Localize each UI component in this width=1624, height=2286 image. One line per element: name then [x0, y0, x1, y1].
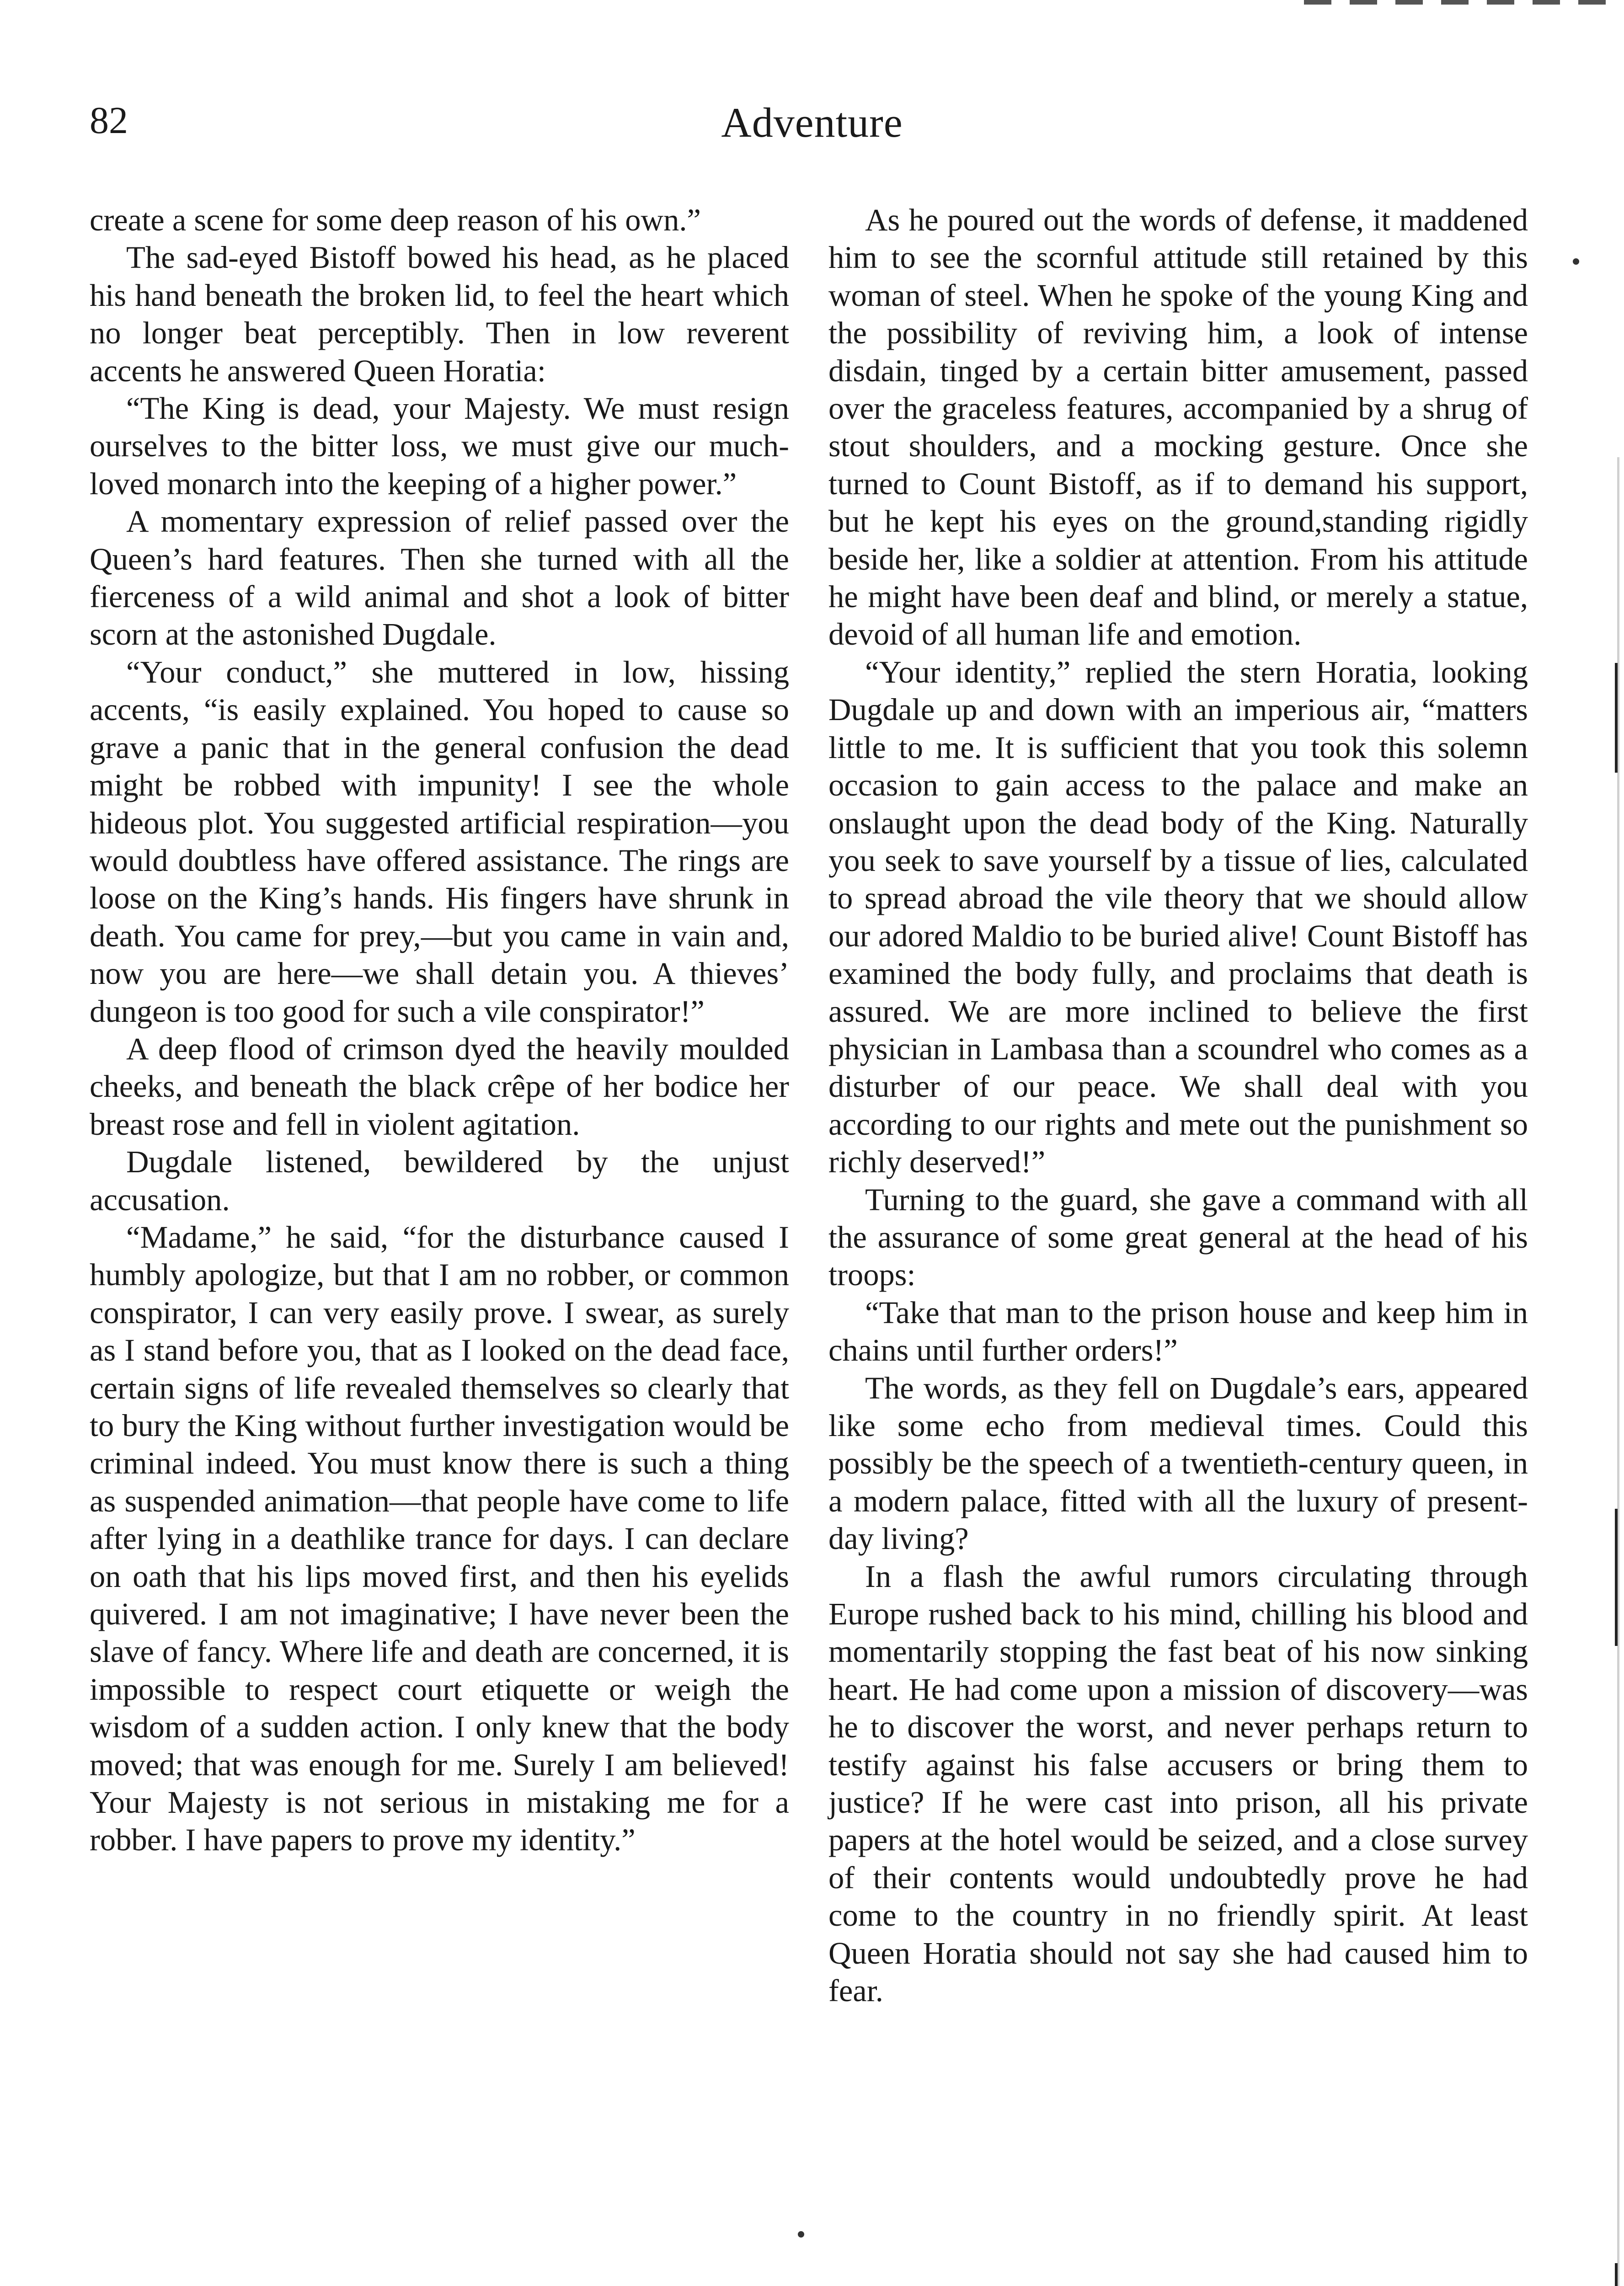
paragraph: The words, as they fell on Dugdale’s ears, appeared like some echo from medieval times. Could this possibly be the speech of a twentieth-century queen, in a modern palace, fitted with all the luxury of present-day living?: [828, 1370, 1528, 1556]
scan-edge-marks: [1304, 0, 1624, 5]
paragraph: A deep flood of crimson dyed the heavily moulded cheeks, and beneath the black crêpe of her bodice her breast rose and fell in violent agitation.: [90, 1031, 789, 1142]
page-edge-mark: [1615, 2263, 1618, 2286]
paragraph: create a scene for some deep reason of his own.”: [90, 203, 701, 237]
right-column: [828, 201, 1528, 2010]
paragraph: “Take that man to the prison house and keep him in chains until further orders!”: [828, 1295, 1528, 1368]
paragraph: In a flash the awful rumors circulating through Europe rushed back to his mind, chilling his blood and momentarily stopping the fast beat of his now sinking heart. He had come upon a mission of discovery—was he to discover the worst, and never perhaps return to testify against his false accusers or bring them to justice? If he were cast into prison, all his private papers at the hotel would be seized, and a close survey of their contents would undoubtedly prove he had come to the country in no friendly spirit. At least Queen Horatia should not say she had caused him to fear.: [828, 1559, 1528, 2008]
margin-dot: [1573, 258, 1579, 265]
left-column: [90, 201, 789, 1859]
page-number: 82: [90, 99, 128, 142]
paragraph: Dugdale listened, bewildered by the unjust accusation.: [90, 1144, 789, 1217]
paragraph: A momentary expression of relief passed over the Queen’s hard features. Then she turned with all the fierceness of a wild animal and shot a look of bitter scorn at the astonished Dugdale.: [90, 504, 789, 652]
paragraph: “Your identity,” replied the stern Horatia, looking Dugdale up and down with an imperious air, “matters little to me. It is sufficient that you took this solemn occasion to gain access to the palace and make an onslaught upon the dead body of the King. Naturally you seek to save yourself by a tissue of lies, calculated to spread abroad the vile theory that we should allow our adored Maldio to be buried alive! Count Bistoff has examined the body fully, and proclaims that death is assured. We are more inclined to believe the first physician in Lambasa than a scoundrel who comes as a disturber of our peace. We shall deal with you according to our rights and mete out the punishment so richly deserved!”: [828, 654, 1528, 1180]
paragraph: Turning to the guard, she gave a command with all the assurance of some great general at the head of his troops:: [828, 1182, 1528, 1293]
paragraph: “The King is dead, your Majesty. We must resign ourselves to the bitter loss, we must give our much-loved monarch into the keeping of a higher power.”: [90, 391, 789, 501]
running-title: Adventure: [721, 99, 903, 146]
paragraph: As he poured out the words of defense, it maddened him to see the scornful attitude still retained by this woman of steel. When he spoke of the young King and the possibility of reviving him, a look of intense disdain, tinged by a certain bitter amusement, passed over the graceless features, accompanied by a shrug of stout shoulders, and a mocking gesture. Once she turned to Count Bistoff, as if to demand his support, but he kept his eyes on the ground,standing rigidly beside her, like a soldier at attention. From his attitude he might have been deaf and blind, or merely a statue, devoid of all human life and emotion.: [828, 203, 1528, 652]
paragraph: “Madame,” he said, “for the disturbance caused I humbly apologize, but that I am no robber, or common conspirator, I can very easily prove. I swear, as surely as I stand before you, that as I looked on the dead face, certain signs of life revealed themselves so clearly that to bury the King without further investigation would be criminal indeed. You must know there is such a thing as suspended animation—that people have come to life after lying in a deathlike trance for days. I can declare on oath that his lips moved first, and then his eyelids quivered. I am not imaginative; I have never been the slave of fancy. Where life and death are concerned, it is impossible to respect court etiquette or weigh the wisdom of a sudden action. I only knew that the body moved; that was enough for me. Surely I am believed! Your Majesty is not serious in mistaking me for a robber. I have papers to prove my identity.”: [90, 1219, 789, 1858]
page-edge-mark: [1615, 1509, 1618, 1646]
paragraph: The sad-eyed Bistoff bowed his head, as he placed his hand beneath the broken lid, to feel the heart which no longer beat perceptibly. Then in low reverent accents he answered Queen Horatia:: [90, 240, 789, 388]
page-edge-mark: [1615, 663, 1618, 773]
margin-dot: [798, 2231, 804, 2238]
paragraph: “Your conduct,” she muttered in low, hissing accents, “is easily explained. You hoped to cause so grave a panic that in the general confusion the dead might be robbed with impunity! I see the whole hideous plot. You suggested artificial respiration—you would doubtless have offered assistance. The rings are loose on the King’s hands. His fingers have shrunk in death. You came for prey,—but you came in vain and, now you are here—we shall detain you. A thieves’ dungeon is too good for such a vile conspirator!”: [90, 654, 789, 1029]
